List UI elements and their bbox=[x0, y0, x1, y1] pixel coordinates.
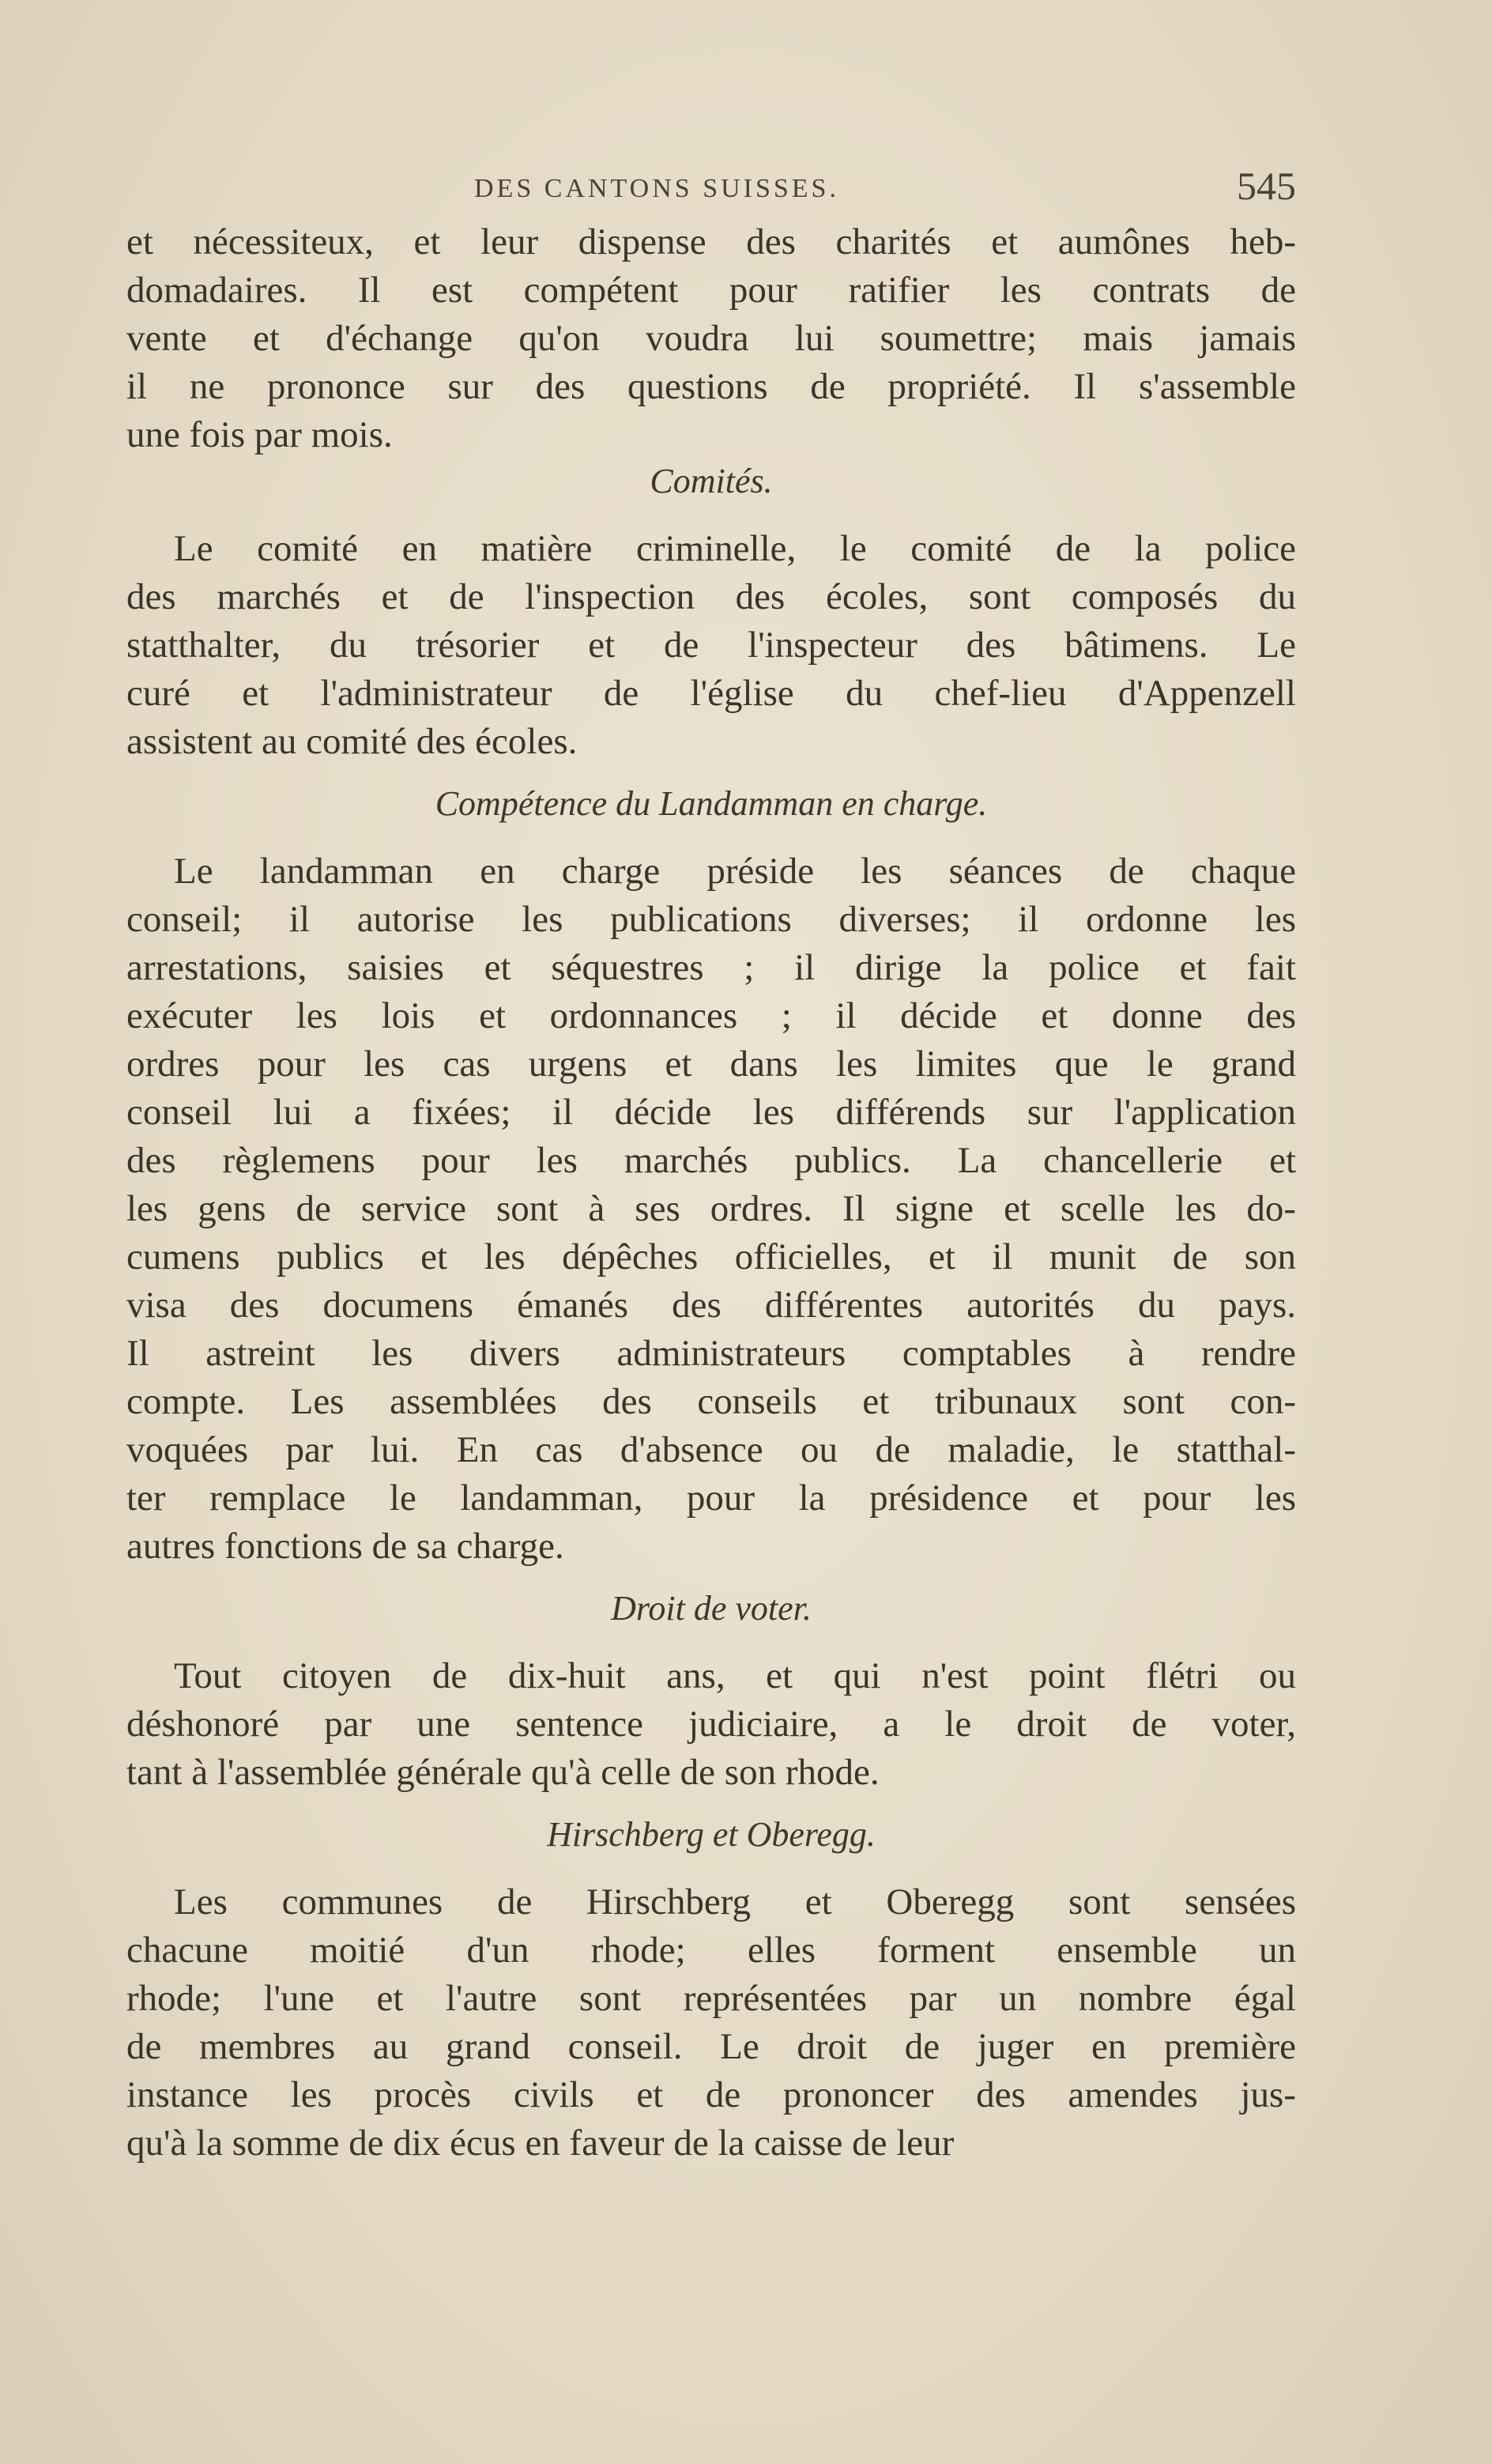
text-line: des marchés et de l'inspection des écoles, sont composés du bbox=[126, 576, 1296, 617]
text-line: rhode; l'une et l'autre sont représentées par un nombre égal bbox=[126, 1978, 1296, 2019]
text-line: ordres pour les cas urgens et dans les limites que le grand bbox=[126, 1043, 1296, 1085]
text-line: exécuter les lois et ordonnances ; il décide et donne des bbox=[126, 995, 1296, 1036]
text-line: chacune moitié d'un rhode; elles forment ensemble un bbox=[126, 1930, 1296, 1971]
section bbox=[126, 783, 1296, 1571]
section-heading: Compétence du Landamman en charge. bbox=[435, 784, 988, 823]
section-heading: Comités. bbox=[650, 462, 773, 500]
text-line: compte. Les assemblées des conseils et tribunaux sont con- bbox=[126, 1381, 1296, 1422]
section-heading: Droit de voter. bbox=[611, 1589, 812, 1628]
text-line: Les communes de Hirschberg et Oberegg sont sensées bbox=[174, 1881, 1296, 1923]
text-line: déshonoré par une sentence judiciaire, a le droit de voter, bbox=[126, 1704, 1296, 1745]
section-heading: Hirschberg et Oberegg. bbox=[547, 1815, 876, 1854]
text-line: et nécessiteux, et leur dispense des charités et aumônes heb- bbox=[126, 221, 1296, 262]
text-line: Il astreint les divers administrateurs comptables à rendre bbox=[126, 1333, 1296, 1374]
page-number: 545 bbox=[1237, 164, 1296, 208]
text-line: Le landamman en charge préside les séances de chaque bbox=[174, 851, 1296, 892]
text-line: des règlemens pour les marchés publics. La chancellerie et bbox=[126, 1140, 1296, 1181]
text-line: Tout citoyen de dix-huit ans, et qui n'est point flétri ou bbox=[174, 1655, 1296, 1696]
text-line: conseil; il autorise les publications diverses; il ordonne les bbox=[126, 899, 1296, 940]
section bbox=[126, 1814, 1296, 2168]
text-line: il ne prononce sur des questions de propriété. Il s'assemble bbox=[126, 366, 1296, 407]
text-line: les gens de service sont à ses ordres. Il signe et scelle les do- bbox=[126, 1188, 1296, 1229]
text-line: autres fonctions de sa charge. bbox=[126, 1526, 564, 1567]
section-paragraph bbox=[126, 525, 1296, 766]
section-paragraph bbox=[126, 1878, 1296, 2168]
text-line: conseil lui a fixées; il décide les différends sur l'application bbox=[126, 1092, 1296, 1133]
text-line: cumens publics et les dépêches officielles, et il munit de son bbox=[126, 1236, 1296, 1277]
text-line: curé et l'administrateur de l'église du chef-lieu d'Appenzell bbox=[126, 673, 1296, 714]
text-line: ter remplace le landamman, pour la présidence et pour les bbox=[126, 1477, 1296, 1519]
intro-paragraph bbox=[126, 218, 1296, 459]
running-title: DES CANTONS SUISSES. bbox=[474, 174, 839, 203]
text-line: qu'à la somme de dix écus en faveur de la caisse de leur bbox=[126, 2123, 955, 2164]
text-line: de membres au grand conseil. Le droit de juger en première bbox=[126, 2026, 1296, 2067]
text-line: statthalter, du trésorier et de l'inspecteur des bâtimens. Le bbox=[126, 624, 1296, 666]
text-line: Le comité en matière criminelle, le comité de la police bbox=[174, 528, 1296, 569]
text-line: instance les procès civils et de prononcer des amendes jus- bbox=[126, 2074, 1296, 2115]
section-paragraph bbox=[126, 1652, 1296, 1797]
section bbox=[126, 461, 1296, 766]
book-page bbox=[126, 150, 1296, 2168]
text-line: une fois par mois. bbox=[126, 414, 393, 455]
section-paragraph bbox=[126, 847, 1296, 1571]
text-line: tant à l'assemblée générale qu'à celle de son rhode. bbox=[126, 1752, 880, 1793]
text-line: domadaires. Il est compétent pour ratifier les contrats de bbox=[126, 270, 1296, 311]
text-line: arrestations, saisies et séquestres ; il dirige la police et fait bbox=[126, 947, 1296, 988]
sections bbox=[126, 461, 1296, 2168]
text-line: vente et d'échange qu'on voudra lui soumettre; mais jamais bbox=[126, 318, 1296, 359]
text-line: visa des documens émanés des différentes autorités du pays. bbox=[126, 1285, 1296, 1326]
text-line: assistent au comité des écoles. bbox=[126, 721, 578, 762]
text-line: voquées par lui. En cas d'absence ou de maladie, le statthal- bbox=[126, 1429, 1296, 1470]
page-header bbox=[126, 150, 1296, 218]
section bbox=[126, 1588, 1296, 1797]
